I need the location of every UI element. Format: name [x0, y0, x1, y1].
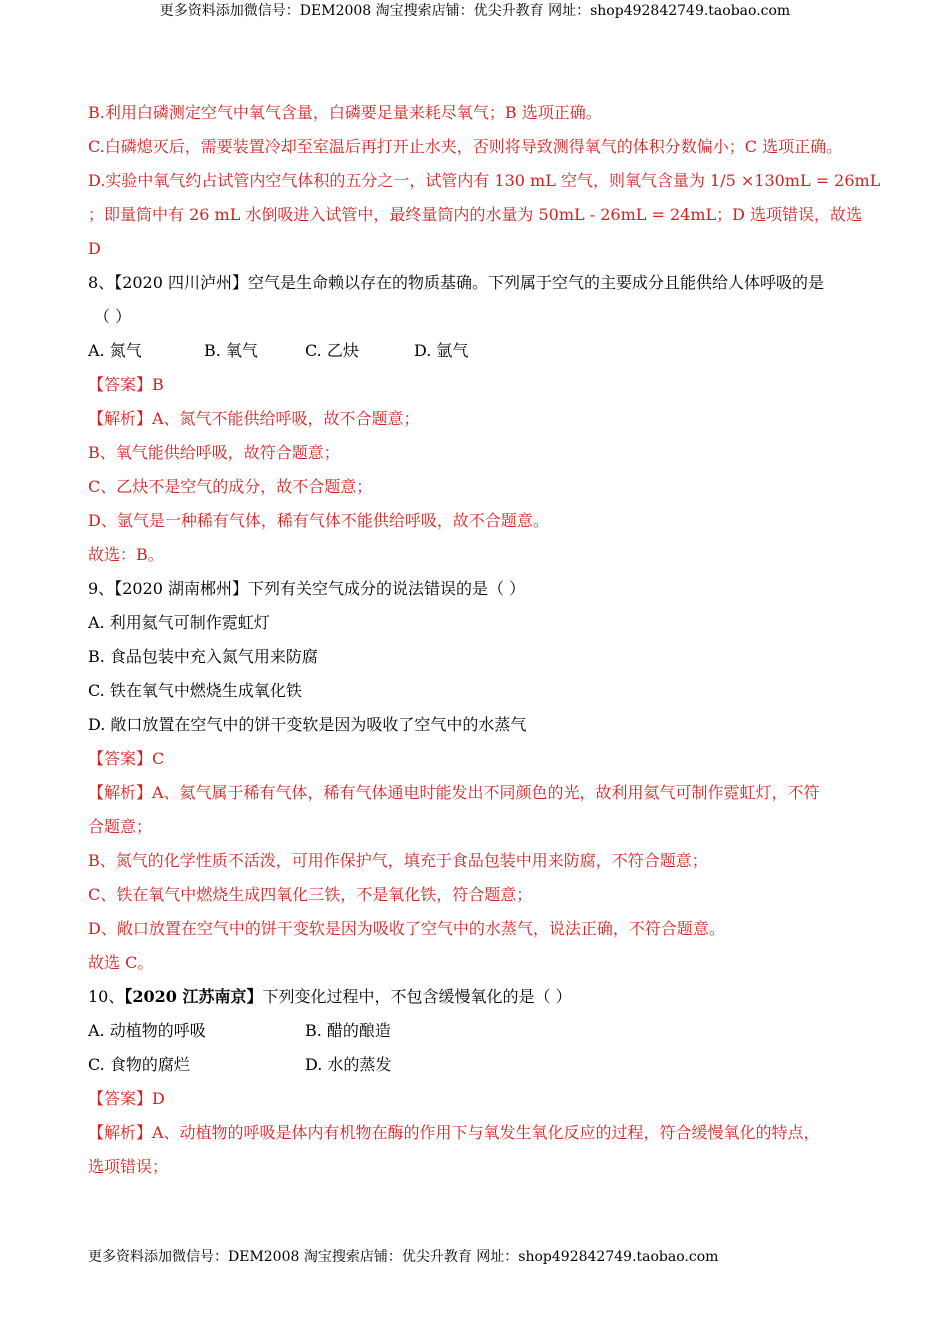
option-a: A. 动植物的呼吸: [88, 1021, 206, 1040]
question-8-analysis-3: C、乙炔不是空气的成分，故不合题意；: [88, 477, 373, 496]
question-9-answer: 【答案】C: [88, 749, 165, 768]
question-10-answer: 【答案】D: [88, 1089, 165, 1108]
question-10-analysis-2: 选项错误；: [88, 1157, 169, 1176]
question-text: 下列变化过程中，不包含缓慢氧化的是（ ）: [262, 987, 572, 1006]
prev-analysis-d-2: ；即量筒中有 26 mL 水倒吸进入试管中，最终量筒内的水量为 50mL - 26mL = 24mL；D 选项错误，故选: [88, 205, 863, 224]
question-source-tag: 【2020 江苏南京】: [124, 987, 263, 1006]
prev-analysis-d-3: D: [88, 239, 101, 258]
question-10-stem: [88, 980, 868, 1014]
question-9-option-b: B. 食品包装中充入氮气用来防腐: [88, 647, 318, 666]
question-8-paren: （ ）: [94, 307, 132, 326]
question-9-option-a: A. 利用氦气可制作霓虹灯: [88, 613, 270, 632]
question-9-option-d: D. 敞口放置在空气中的饼干变软是因为吸收了空气中的水蒸气: [88, 715, 527, 734]
prev-analysis-b: B.利用白磷测定空气中氧气含量，白磷要足量来耗尽氧气；B 选项正确。: [88, 103, 602, 122]
question-9-analysis-1: 【解析】A、氦气属于稀有气体，稀有气体通电时能发出不同颜色的光，故利用氦气可制作霓虹灯，不符: [88, 783, 820, 802]
option-b: B. 氧气: [204, 341, 258, 360]
prev-analysis-d-1: D.实验中氧气约占试管内空气体积的五分之一，试管内有 130 mL 空气，则氧气含量为 1/5 ×130mL = 26mL: [88, 171, 881, 190]
question-8-analysis-4: D、氩气是一种稀有气体，稀有气体不能供给呼吸，故不合题意。: [88, 511, 549, 530]
question-number: 9、: [88, 579, 115, 598]
question-9-analysis-6: 故选 C。: [88, 953, 154, 972]
question-source-tag: 【2020 湖南郴州】: [114, 579, 248, 598]
question-10-options-row-1: [88, 1014, 868, 1048]
question-text: 下列有关空气成分的说法错误的是（ ）: [248, 579, 526, 598]
question-10-options-row-2: [88, 1048, 868, 1082]
page-footer: 更多资料添加微信号：DEM2008 淘宝搜索店铺：优尖升教育 网址：shop492842749.taobao.com: [88, 1249, 719, 1265]
question-number: 8、: [88, 273, 115, 292]
question-8-analysis-1: 【解析】A、氮气不能供给呼吸，故不合题意；: [88, 409, 420, 428]
question-8-stem: [88, 266, 868, 300]
option-c: C. 食物的腐烂: [88, 1055, 190, 1074]
question-8-analysis-5: 故选：B。: [88, 545, 164, 564]
option-d: D. 水的蒸发: [305, 1055, 392, 1074]
question-9-analysis-4: C、铁在氧气中燃烧生成四氧化三铁，不是氧化铁，符合题意；: [88, 885, 533, 904]
option-d: D. 氩气: [414, 341, 469, 360]
document-body: [88, 96, 881, 1184]
question-text: 空气是生命赖以存在的物质基确。下列属于空气的主要成分且能供给人体呼吸的是: [248, 273, 825, 292]
prev-analysis-c: C.白磷熄灭后，需要装置冷却至室温后再打开止水夹，否则将导致测得氧气的体积分数偏小；C 选项正确。: [88, 137, 843, 156]
question-8-analysis-2: B、氧气能供给呼吸，故符合题意；: [88, 443, 340, 462]
option-a: A. 氮气: [88, 341, 142, 360]
question-8-options: [88, 334, 868, 368]
option-c: C. 乙炔: [305, 341, 359, 360]
question-8-answer: 【答案】B: [88, 375, 164, 394]
question-9-analysis-3: B、氮气的化学性质不活泼，可用作保护气，填充于食品包装中用来防腐，不符合题意；: [88, 851, 708, 870]
question-9-analysis-2: 合题意；: [88, 817, 153, 836]
page-header: 更多资料添加微信号：DEM2008 淘宝搜索店铺：优尖升教育 网址：shop492842749.taobao.com: [159, 3, 791, 19]
question-9-analysis-5: D、敞口放置在空气中的饼干变软是因为吸收了空气中的水蒸气，说法正确，不符合题意。: [88, 919, 725, 938]
question-source-tag: 【2020 四川泸州】: [114, 273, 248, 292]
question-9-stem: [88, 572, 868, 606]
option-b: B. 醋的酿造: [305, 1021, 391, 1040]
question-9-option-c: C. 铁在氧气中燃烧生成氧化铁: [88, 681, 302, 700]
question-number: 10、: [88, 987, 125, 1006]
question-10-analysis-1: 【解析】A、动植物的呼吸是体内有机物在酶的作用下与氧发生氧化反应的过程，符合缓慢氧化的特点，: [88, 1123, 820, 1142]
